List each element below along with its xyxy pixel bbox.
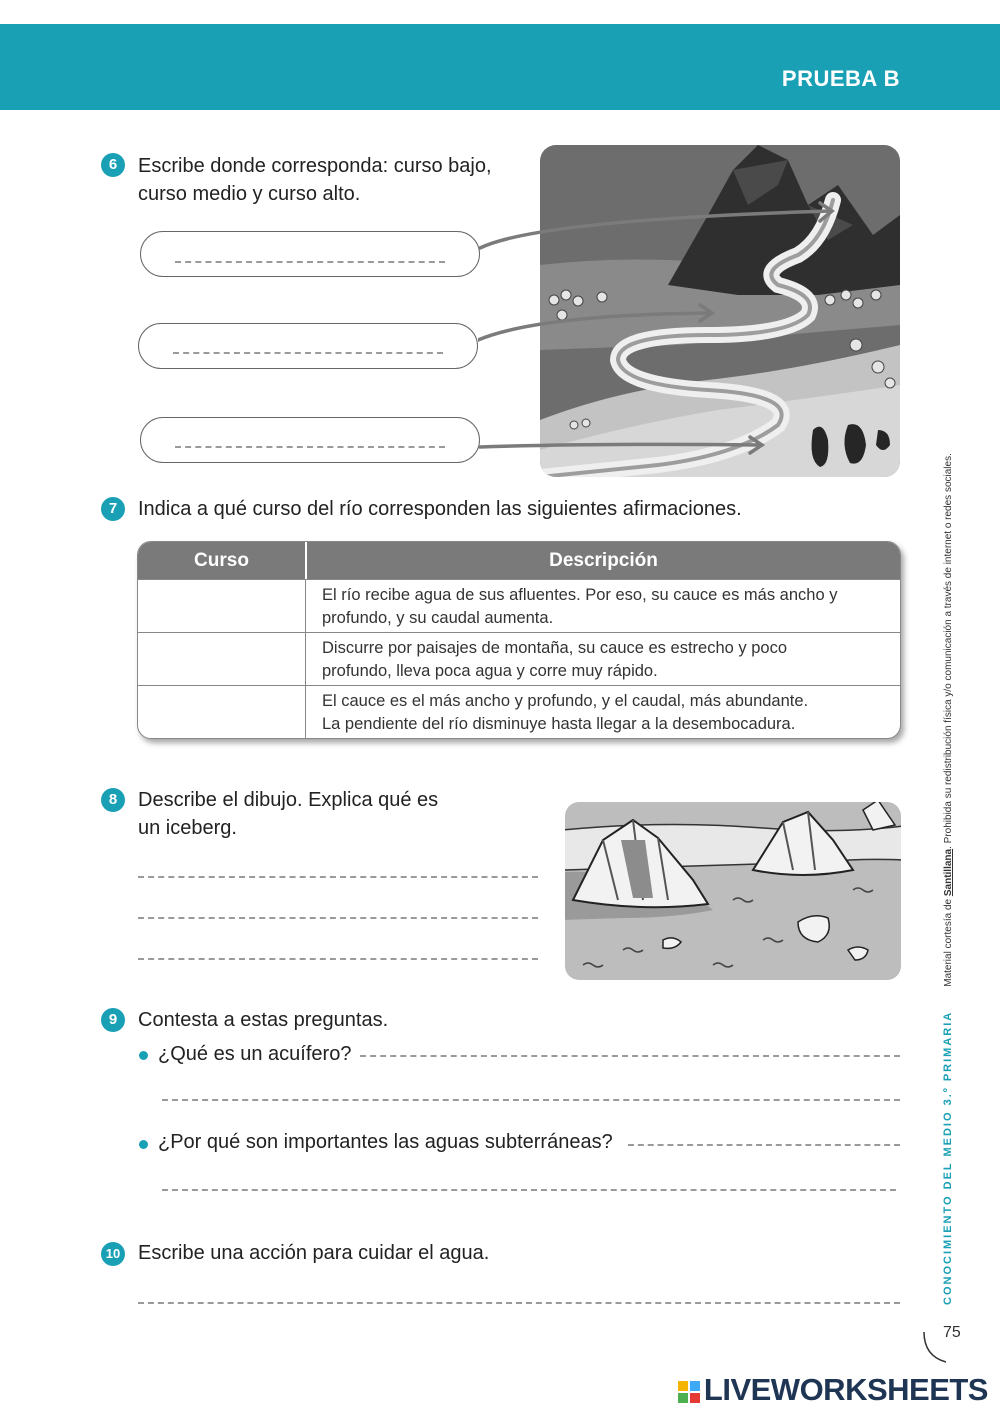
curso-answer-cell[interactable] (138, 633, 306, 685)
bullet-icon (139, 1140, 148, 1149)
page-number: 75 (943, 1324, 961, 1341)
question-number-6: 6 (101, 153, 125, 177)
question-number-7: 7 (101, 497, 125, 521)
question-7-text: Indica a qué curso del río corresponden las siguientes afirmaciones. (138, 498, 742, 520)
answer-line (173, 352, 443, 354)
river-course-illustration (478, 145, 903, 480)
question-6-text: Escribe donde corresponda: curso bajo, curso medio y curso alto. (138, 155, 492, 205)
iceberg-illustration (563, 800, 903, 982)
test-title: PRUEBA B (781, 66, 900, 91)
question-9-item-2: ¿Por qué son importantes las aguas subterráneas? (158, 1131, 613, 1153)
answer-box-1[interactable] (140, 231, 480, 277)
answer-line (175, 261, 445, 263)
table-row (138, 632, 900, 685)
answer-line (175, 446, 445, 448)
curso-answer-cell[interactable] (138, 580, 306, 632)
course-label: CONOCIMIENTO DEL MEDIO 3.º PRIMARIA (942, 1010, 954, 1305)
curso-answer-cell[interactable] (138, 686, 306, 738)
question-8-text: Describe el dibujo. Explica qué es un iceberg. (138, 789, 439, 839)
question-number-8: 8 (101, 788, 125, 812)
logo-icon (678, 1381, 700, 1403)
description-cell: El cauce es el más ancho y profundo, y el caudal, más abundante. La pendiente del río disminuye hasta llegar a la desembocadura. (322, 692, 809, 733)
answer-line-q10[interactable] (138, 1302, 900, 1304)
table-header-descripcion: Descripción (549, 549, 658, 571)
table-header-curso: Curso (138, 542, 307, 579)
description-cell: Discurre por paisajes de montaña, su cauce es estrecho y poco profundo, lleva poca agua y corre muy rápido. (322, 639, 787, 680)
question-number-9: 9 (101, 1008, 125, 1032)
table-row (138, 579, 900, 632)
answer-line-q9-2a[interactable] (628, 1144, 900, 1146)
table-header (138, 542, 900, 579)
answer-line-q8-3[interactable] (138, 958, 538, 960)
answer-line-q9-1b[interactable] (162, 1099, 900, 1101)
table-row (138, 685, 900, 738)
answer-line-q8-1[interactable] (138, 876, 538, 878)
answer-line-q8-2[interactable] (138, 917, 538, 919)
answer-box-3[interactable] (140, 417, 480, 463)
legal-notice: Material cortesía de Santillana. Prohibida su redistribución física y/o comunicación a través de internet o redes sociales. (943, 453, 954, 987)
answer-line-q9-1a[interactable] (360, 1055, 900, 1057)
question-9-text: Contesta a estas preguntas. (138, 1009, 389, 1031)
course-table (137, 541, 901, 739)
page-corner-curve (918, 1330, 948, 1364)
question-9-item-1: ¿Qué es un acuífero? (158, 1043, 352, 1065)
bullet-icon (139, 1051, 148, 1060)
liveworksheets-logo: LIVEWORKSHEETS (678, 1372, 988, 1408)
answer-line-q9-2b[interactable] (162, 1189, 896, 1191)
question-number-10: 10 (101, 1242, 125, 1266)
answer-box-2[interactable] (138, 323, 478, 369)
question-10-text: Escribe una acción para cuidar el agua. (138, 1242, 490, 1264)
description-cell: El río recibe agua de sus afluentes. Por eso, su cauce es más ancho y profundo, y su caudal aumenta. (322, 586, 838, 627)
